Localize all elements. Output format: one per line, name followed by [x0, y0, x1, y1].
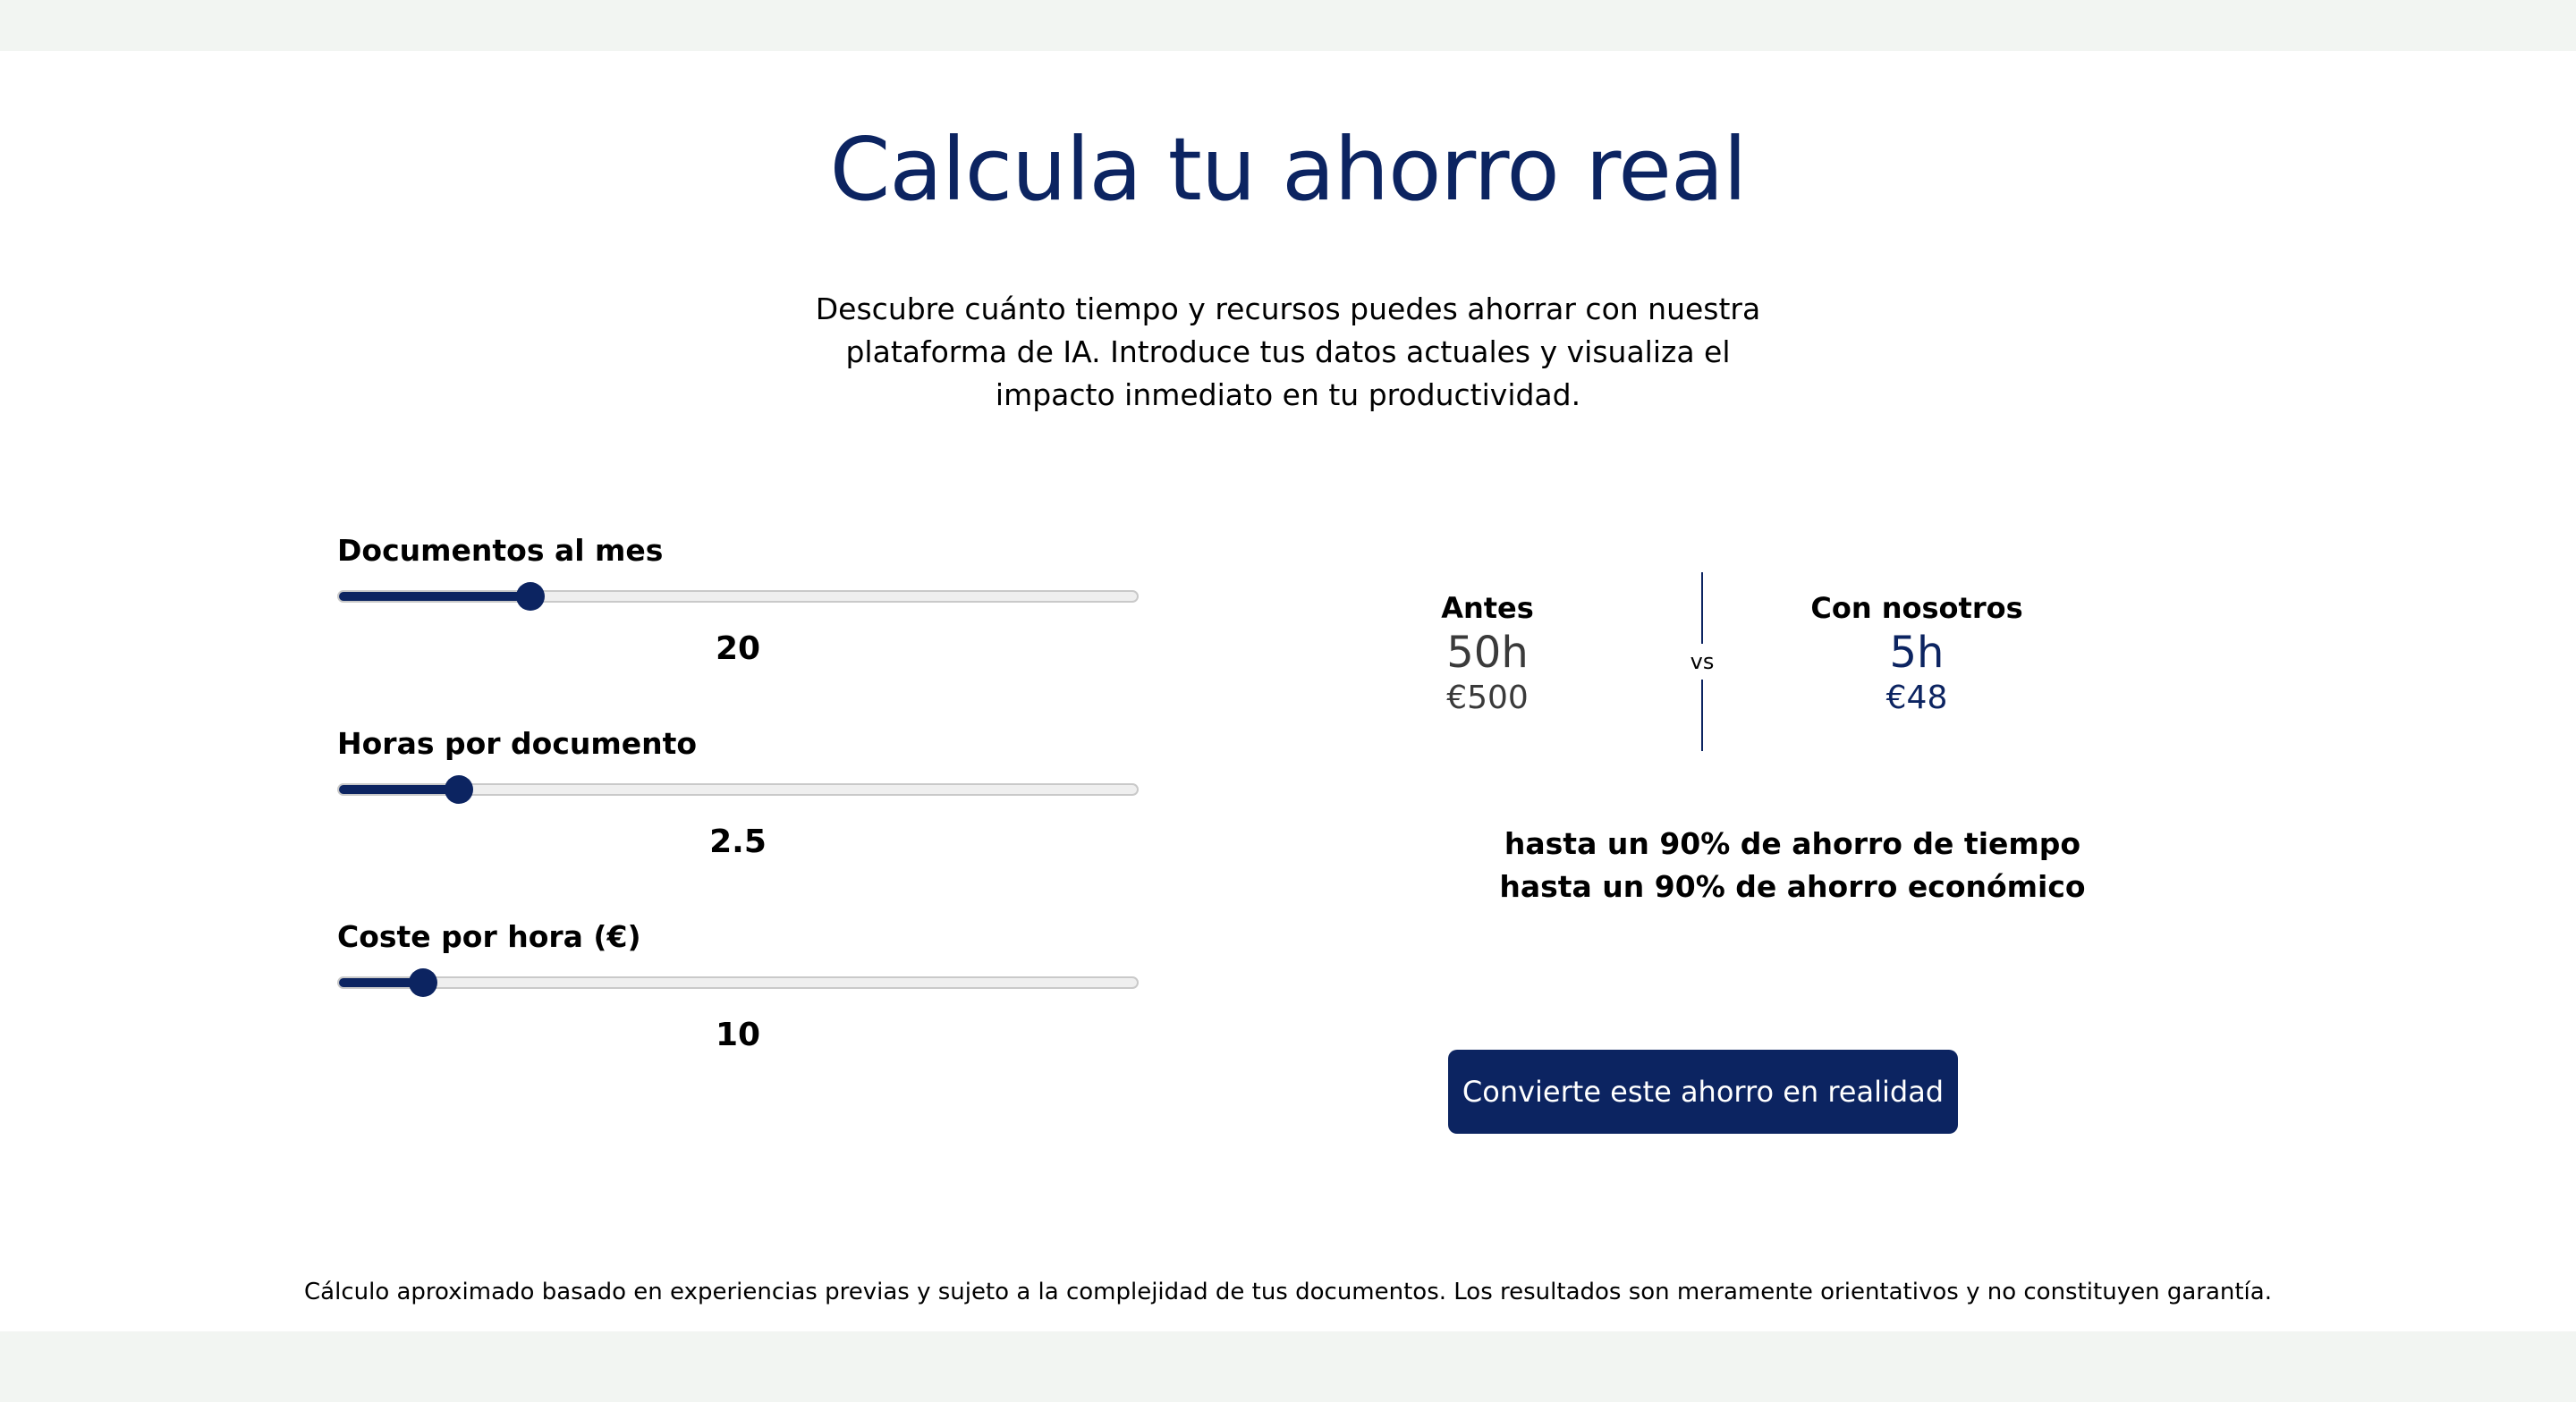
calculator-section — [0, 51, 2576, 1331]
before-column — [1353, 590, 1622, 717]
time-savings-text: hasta un 90% de ahorro de tiempo — [1504, 826, 2081, 861]
documents-slider[interactable] — [337, 590, 1139, 603]
comparison-divider-top — [1701, 572, 1703, 644]
before-hours: 50h — [1446, 628, 1529, 678]
after-cost: €48 — [1885, 680, 1948, 716]
convert-savings-button[interactable]: Convierte este ahorro en realidad — [1448, 1050, 1958, 1134]
documents-slider-label: Documentos al mes — [337, 533, 664, 568]
after-heading: Con nosotros — [1810, 591, 2023, 625]
cost-slider-value: 10 — [715, 1017, 761, 1053]
cost-slider[interactable] — [337, 976, 1139, 989]
before-cost: €500 — [1446, 680, 1529, 716]
page-title: Calcula tu ahorro real — [829, 119, 1747, 220]
documents-slider-fill — [339, 592, 530, 601]
page-subtitle: Descubre cuánto tiempo y recursos puedes ahorrar con nuestra plataforma de IA. Introduce tus datos actuales y visualiza el impacto inmediato en tu productividad. — [815, 291, 1761, 412]
documents-slider-value: 20 — [715, 630, 761, 667]
hours-slider[interactable] — [337, 783, 1139, 796]
cost-slider-thumb[interactable] — [409, 968, 437, 997]
hours-slider-value: 2.5 — [709, 823, 767, 860]
hours-slider-fill — [339, 785, 459, 794]
hours-slider-thumb[interactable] — [445, 775, 473, 804]
comparison-divider-bottom — [1701, 680, 1703, 751]
money-savings-text: hasta un 90% de ahorro económico — [1499, 869, 2086, 904]
documents-slider-thumb[interactable] — [516, 582, 545, 611]
after-column — [1783, 590, 2051, 717]
after-hours: 5h — [1889, 628, 1945, 678]
before-heading: Antes — [1441, 591, 1534, 625]
disclaimer-text: Cálculo aproximado basado en experiencias previas y sujeto a la complejidad de tus documentos. Los resultados son meramente orientativos y no constituyen garantía. — [304, 1279, 2272, 1305]
hours-slider-label: Horas por documento — [337, 726, 698, 761]
vs-label: vs — [1690, 649, 1715, 674]
cost-slider-label: Coste por hora (€) — [337, 919, 641, 954]
